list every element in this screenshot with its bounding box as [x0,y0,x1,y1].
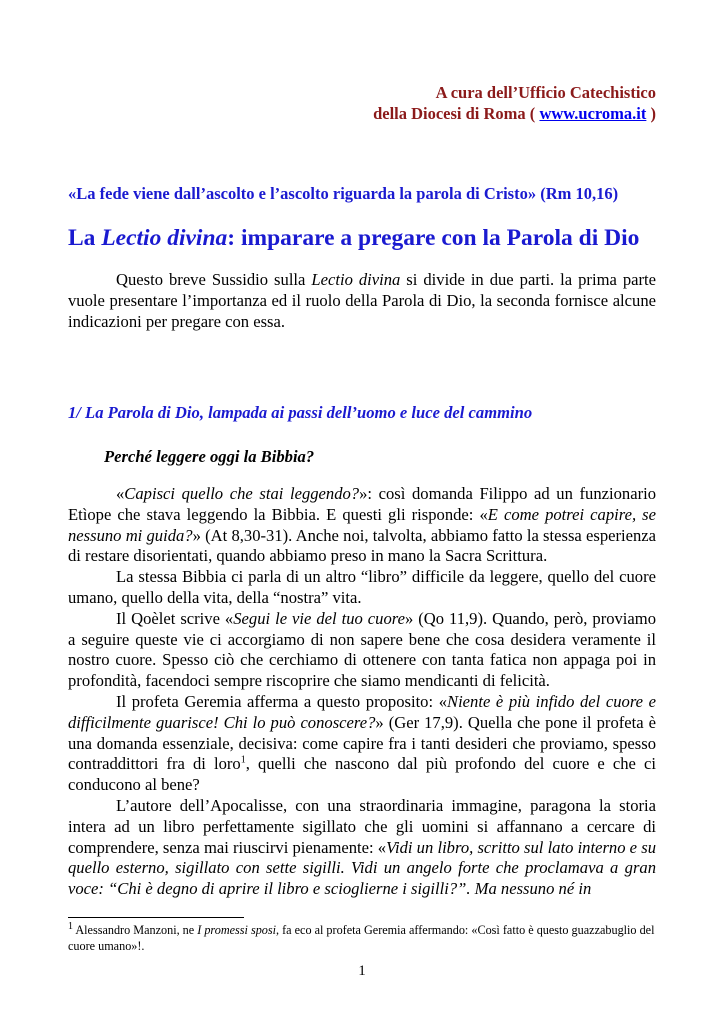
editorial-credit [373,82,656,124]
paragraph-3 [68,609,656,692]
p4-a: Il profeta Geremia afferma a questo proposito: « [116,691,447,711]
footnote-book-title: I promessi sposi [197,923,277,937]
intro-text-italic: Lectio divina [311,270,401,289]
p3-c: » (Qo 11,9). Quando, però, proviamo a seguire queste vie ci accorgiamo di non sapere bene che cosa desidera veramente il nostro cuore. Spesso ciò che cerchiamo di ottenere con tanta fatica non appaga poi in profondità, facendoci sempre riscoprire che siamo mendicanti di felicità. [68,608,656,691]
section-heading: 1/ La Parola di Dio, lampada ai passi dell’uomo e luce del cammino [68,403,533,422]
website-link[interactable]: www.ucroma.it [539,104,647,123]
subsection-heading: Perché leggere oggi la Bibbia? [104,447,315,466]
p4-d: , quelli che nascono dal più profondo del cuore e che ci conducono al bene? [68,754,656,795]
intro-text-pre: Questo breve Sussidio sulla [116,270,312,289]
credit-line-2-text: della Diocesi di Roma ( [373,104,540,123]
credit-line-1: A cura dell’Ufficio Catechistico [435,83,656,102]
paragraph-4 [68,692,656,796]
intro-text-post: si divide in due parti. la prima parte vuole presentare l’importanza ed il ruolo della Parola di Dio, la seconda fornisce alcune indicazioni per pregare con essa. [68,270,656,331]
epigraph-quote: «La fede viene dall’ascolto e l’ascolto riguarda la parola di Cristo» (Rm 10,16) [68,184,619,203]
paragraph-5 [68,796,656,900]
footnote-text-a: Alessandro Manzoni, ne [73,923,198,937]
footnote-separator [68,917,244,918]
title-post: : imparare a pregare con la Parola di Dio [227,225,640,251]
p4-quote: Niente è più infido del cuore e difficilmente guarisce! Chi lo può conoscere? [68,691,656,732]
p1-a: « [116,484,125,503]
footnote-ref[interactable]: 1 [240,754,246,766]
document-title [68,225,668,252]
p1-c: »: così domanda Filippo ad un funzionario Etìope che stava leggendo la Bibbia. E questi gli risponde: « [68,484,657,524]
p5-quote: Vidi un libro, scritto sul lato interno e su quello esterno, sigillato con sette sigilli. Vidi un angelo forte che proclamava a gran voce: “Chi è degno di aprire il libro e scioglierne i sigilli?”. Ma nessuno né in [68,837,656,899]
paragraph-1 [68,484,656,567]
footnote-text-b: , fa eco al profeta Geremia affermando: «Così fatto è questo guazzabuglio del cuore umano»!. [68,923,655,953]
paragraph-2: La stessa Bibbia ci parla di un altro “libro” difficile da leggere, quello del cuore umano, quello della vita, della “nostra” vita. [68,567,656,607]
footnote [68,922,656,954]
p1-quote-2: E come potrei capire, se nessuno mi guida? [68,504,656,545]
p3-quote: Segui le vie del tuo cuore [233,608,405,628]
p4-c: » (Ger 17,9). Quella che pone il profeta è una domanda essenziale, decisiva: come capire fra i tanti desideri che proviamo, spesso contraddittori fra di loro [68,712,656,774]
credit-line-2-close: ) [646,104,656,123]
p3-a: Il Qoèlet scrive « [116,608,234,628]
footnote-number: 1 [68,920,73,932]
intro-paragraph [68,270,656,332]
p5-a: L’autore dell’Apocalisse, con una straordinaria immagine, paragona la storia intera ad un libro perfettamente sigillato che gli uomini si affannano a cercare di comprendere, senza mai riuscirvi pienamente: « [68,795,656,857]
p1-e: » (At 8,30-31). Anche noi, talvolta, abbiamo fatto la stessa esperienza di restare disorientati, quando abbiamo preso in mano la Sacra Scrittura. [68,525,657,566]
credit-line-2 [373,103,656,124]
title-pre: La [68,225,102,251]
main-text [68,484,656,900]
page-number: 1 [358,963,366,979]
p1-quote-1: Capisci quello che stai leggendo? [124,484,360,503]
intro-block [68,270,656,332]
title-italic: Lectio divina [101,225,228,251]
